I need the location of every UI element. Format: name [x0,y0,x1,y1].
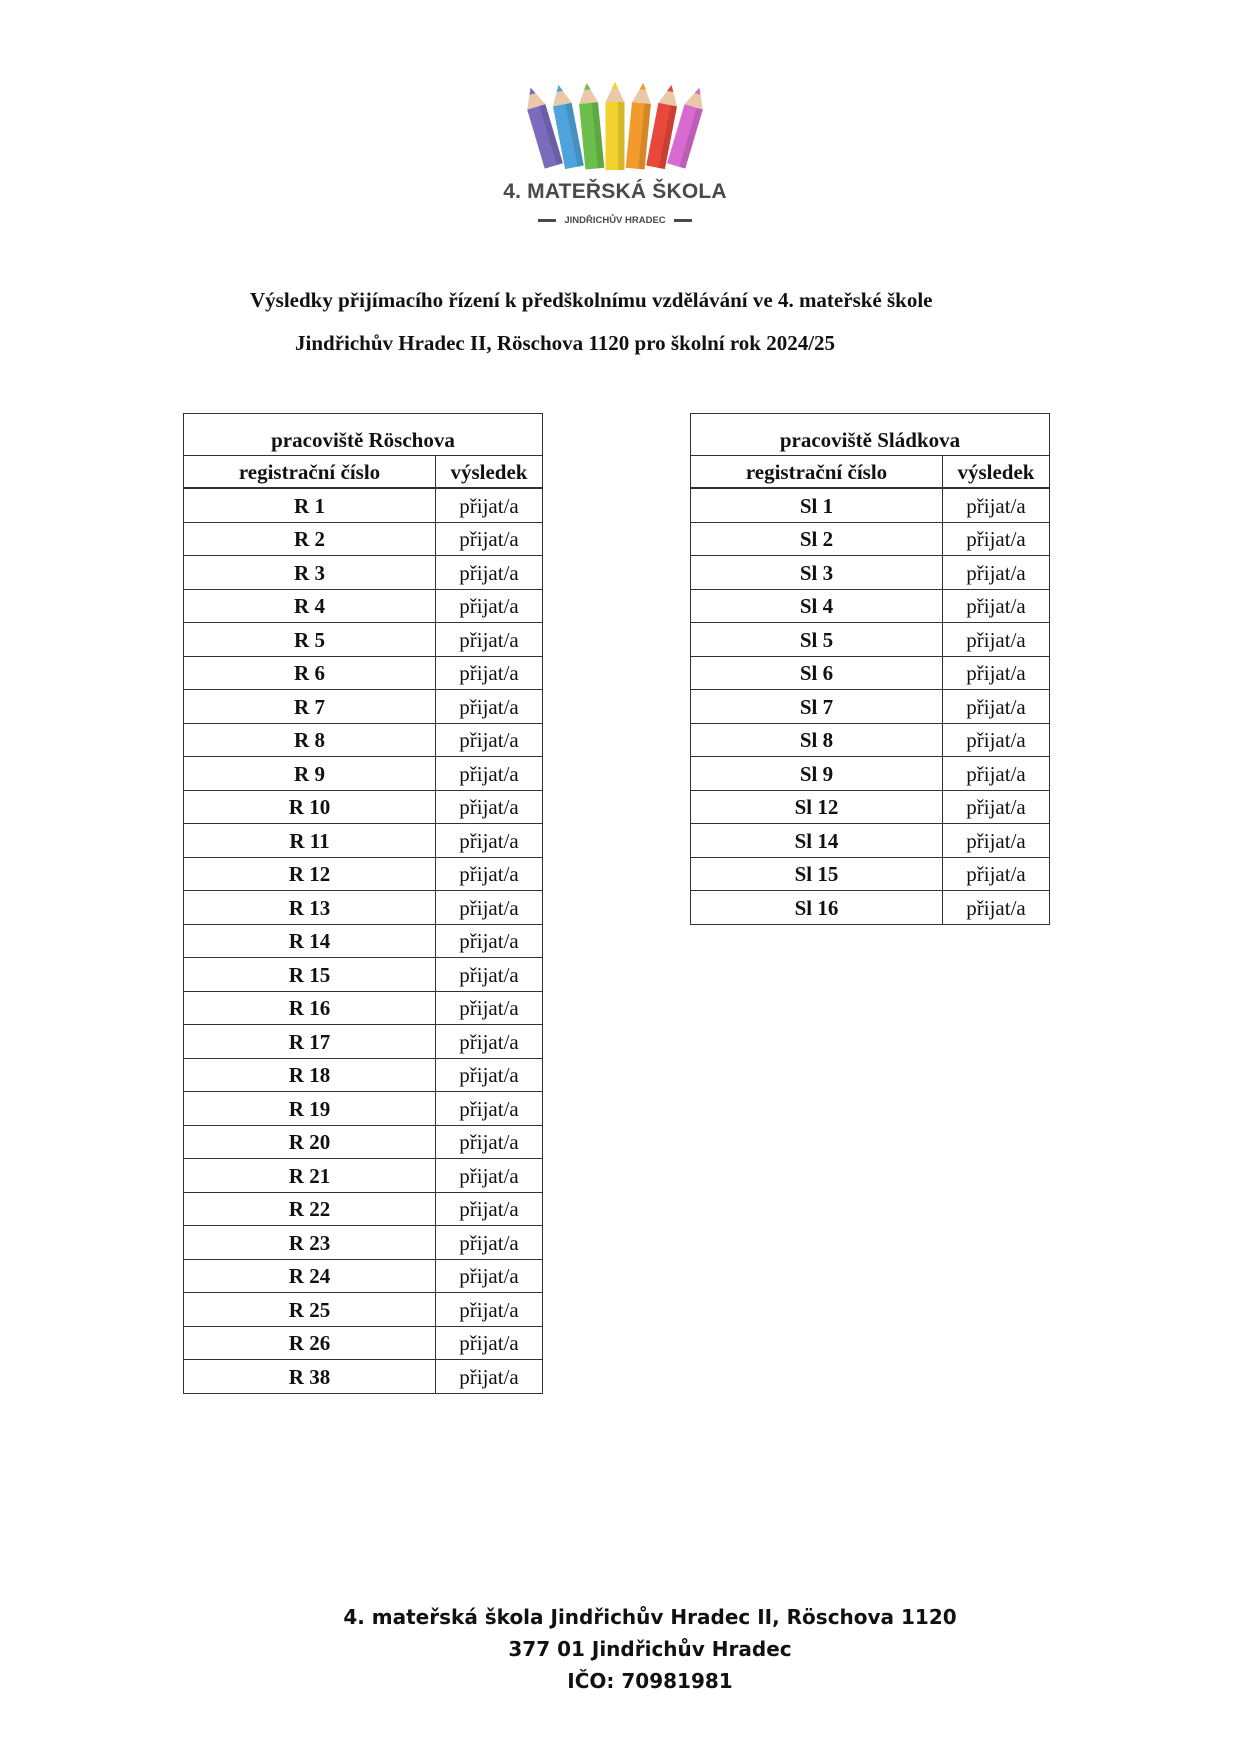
result-value: přijat/a [436,556,543,590]
logo-dash-left [538,219,556,222]
table-row [691,690,1050,724]
registration-number: R 15 [184,958,436,992]
result-value: přijat/a [943,589,1050,623]
result-value: přijat/a [943,690,1050,724]
registration-number: R 4 [184,589,436,623]
result-value: přijat/a [436,991,543,1025]
table-row [691,824,1050,858]
registration-number: Sl 8 [691,723,943,757]
table-row [691,488,1050,522]
result-value: přijat/a [943,857,1050,891]
table-row [184,690,543,724]
results-table-sladkova [690,413,1050,925]
table-row [184,656,543,690]
registration-number: R 20 [184,1125,436,1159]
table-row [691,790,1050,824]
table-row [184,824,543,858]
registration-number: R 13 [184,891,436,925]
table-row [184,488,543,522]
registration-number: R 21 [184,1159,436,1193]
registration-number: R 6 [184,656,436,690]
table-row [184,790,543,824]
table-row [184,958,543,992]
footer-company-id: IČO: 70981981 [567,1669,733,1693]
table-row [691,891,1050,925]
logo-name: 4. MATEŘSKÁ ŠKOLA [503,180,727,203]
result-value: přijat/a [436,924,543,958]
table-row [184,623,543,657]
result-value: přijat/a [436,723,543,757]
pencils-icon [525,52,705,172]
table-row [184,1125,543,1159]
registration-number: R 8 [184,723,436,757]
result-value: přijat/a [436,1259,543,1293]
registration-number: R 5 [184,623,436,657]
registration-number: R 11 [184,824,436,858]
result-value: přijat/a [436,1192,543,1226]
registration-number: R 18 [184,1058,436,1092]
table-row [184,1293,543,1327]
document-title-line-1: Výsledky přijímacího řízení k předškolnímu vzdělávání ve 4. mateřské škole [250,288,933,312]
result-value: přijat/a [436,757,543,791]
result-value: přijat/a [436,1360,543,1394]
result-value: přijat/a [436,1326,543,1360]
result-value: přijat/a [436,1293,543,1327]
registration-number: R 12 [184,857,436,891]
registration-number: R 25 [184,1293,436,1327]
result-value: přijat/a [943,623,1050,657]
result-value: přijat/a [943,556,1050,590]
table-row [184,857,543,891]
result-value: přijat/a [943,891,1050,925]
registration-number: Sl 3 [691,556,943,590]
result-value: přijat/a [943,488,1050,522]
table-row [184,723,543,757]
registration-number: R 2 [184,522,436,556]
result-value: přijat/a [943,723,1050,757]
logo-subtitle: JINDŘICHŮV HRADEC [564,215,666,226]
registration-number: R 10 [184,790,436,824]
table-row [184,891,543,925]
table-row [184,757,543,791]
result-value: přijat/a [436,1058,543,1092]
registration-number: Sl 4 [691,589,943,623]
table-row [691,556,1050,590]
result-value: přijat/a [436,522,543,556]
result-value: přijat/a [436,891,543,925]
result-value: přijat/a [943,522,1050,556]
table-row [691,857,1050,891]
column-header-result: výsledek [436,456,543,489]
table-body [691,488,1050,924]
registration-number: R 7 [184,690,436,724]
registration-number: R 1 [184,488,436,522]
table-row [184,1226,543,1260]
result-value: přijat/a [943,824,1050,858]
table-row [184,1192,543,1226]
site-header: pracoviště Sládkova [691,414,1050,456]
registration-number: R 22 [184,1192,436,1226]
logo-dash-right [674,219,692,222]
result-value: přijat/a [436,488,543,522]
registration-number: R 14 [184,924,436,958]
registration-number: Sl 7 [691,690,943,724]
result-value: přijat/a [436,589,543,623]
footer-address-line-2: 377 01 Jindřichův Hradec [508,1637,792,1661]
table-row [691,656,1050,690]
registration-number: R 19 [184,1092,436,1126]
table-row [184,556,543,590]
registration-number: R 17 [184,1025,436,1059]
document-title-line-2: Jindřichův Hradec II, Röschova 1120 pro školní rok 2024/25 [295,331,836,355]
result-value: přijat/a [436,857,543,891]
table-row [184,1326,543,1360]
result-value: přijat/a [943,790,1050,824]
result-value: přijat/a [436,656,543,690]
footer-address-line-1: 4. mateřská škola Jindřichův Hradec II, Röschova 1120 [343,1605,957,1629]
table-row [184,1259,543,1293]
registration-number: Sl 5 [691,623,943,657]
result-value: přijat/a [436,790,543,824]
table-row [184,1025,543,1059]
registration-number: Sl 14 [691,824,943,858]
registration-number: Sl 15 [691,857,943,891]
registration-number: R 24 [184,1259,436,1293]
column-header-registration: registrační číslo [691,456,943,489]
registration-number: R 9 [184,757,436,791]
table-row [691,589,1050,623]
registration-number: R 26 [184,1326,436,1360]
registration-number: Sl 2 [691,522,943,556]
table-row [184,1360,543,1394]
table-row [184,924,543,958]
registration-number: Sl 1 [691,488,943,522]
registration-number: Sl 9 [691,757,943,791]
school-logo [490,52,740,232]
table-body [184,488,543,1393]
registration-number: R 16 [184,991,436,1025]
result-value: přijat/a [943,656,1050,690]
table-row [184,522,543,556]
registration-number: R 23 [184,1226,436,1260]
result-value: přijat/a [436,958,543,992]
result-value: přijat/a [436,690,543,724]
registration-number: Sl 6 [691,656,943,690]
logo-subtitle-row [490,215,740,226]
result-value: přijat/a [436,1125,543,1159]
table-row [691,623,1050,657]
column-header-result: výsledek [943,456,1050,489]
table-row [184,1058,543,1092]
site-header: pracoviště Röschova [184,414,543,456]
pencil-icon [606,82,625,170]
table-row [184,1159,543,1193]
registration-number: R 38 [184,1360,436,1394]
registration-number: Sl 12 [691,790,943,824]
table-row [184,1092,543,1126]
results-table-roschova [183,413,543,1394]
column-header-registration: registrační číslo [184,456,436,489]
result-value: přijat/a [436,1159,543,1193]
result-value: přijat/a [943,757,1050,791]
table-row [184,589,543,623]
table-row [691,522,1050,556]
table-row [691,757,1050,791]
registration-number: Sl 16 [691,891,943,925]
table-row [184,991,543,1025]
result-value: přijat/a [436,1025,543,1059]
result-value: přijat/a [436,623,543,657]
result-value: přijat/a [436,1092,543,1126]
registration-number: R 3 [184,556,436,590]
result-value: přijat/a [436,1226,543,1260]
table-row [691,723,1050,757]
result-value: přijat/a [436,824,543,858]
